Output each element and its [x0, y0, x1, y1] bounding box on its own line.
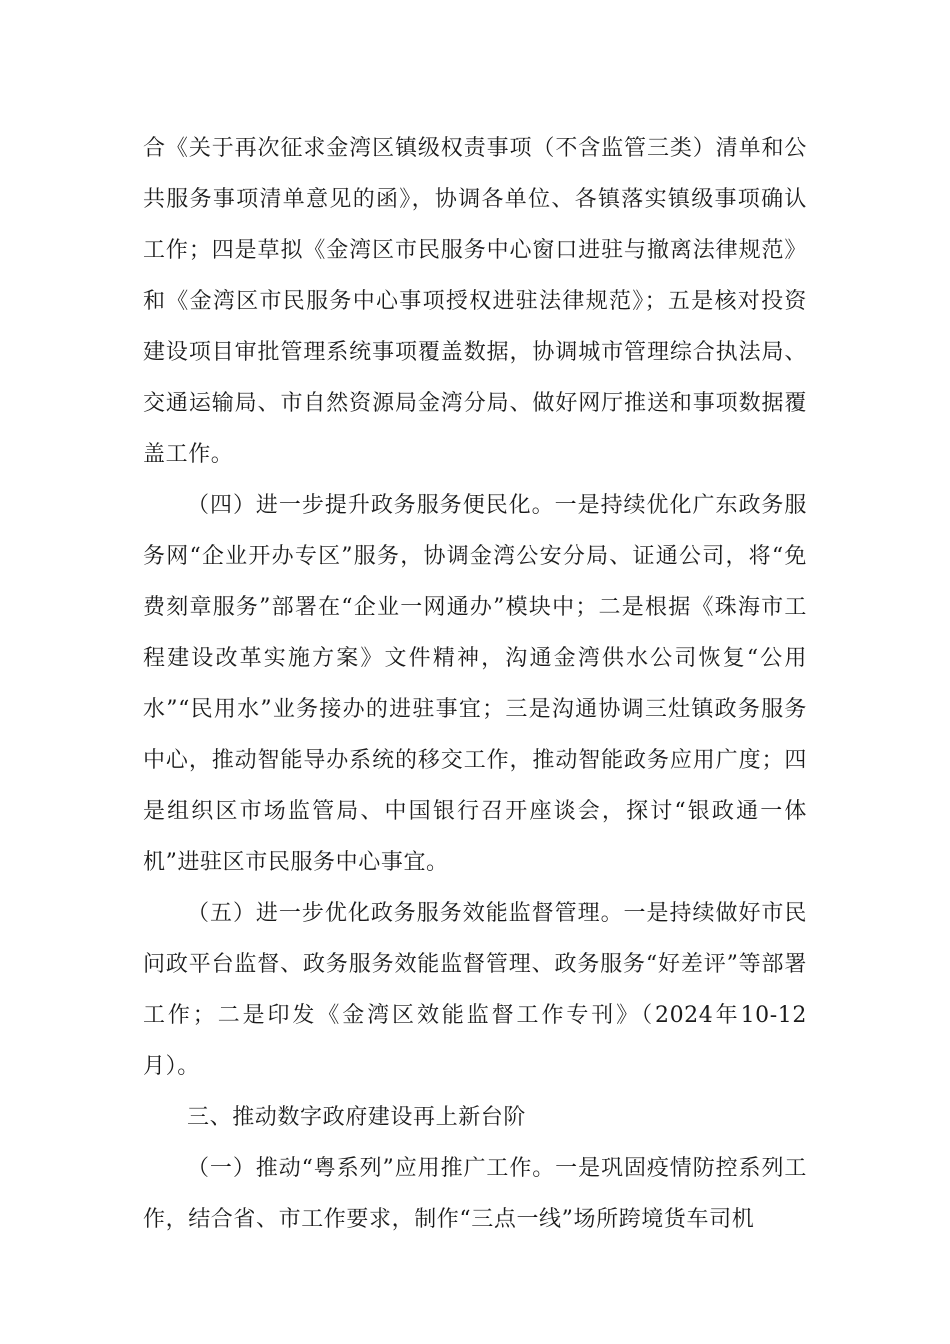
paragraph-5: （一）推动“粤系列”应用推广工作。一是巩固疫情防控系列工作，结合省、市工作要求，制作“三点一线”场所跨境货车司机	[143, 1156, 807, 1232]
paragraph-2: （四）进一步提升政务服务便民化。一是持续优化广东政务服务网“企业开办专区”服务，协调金湾公安分局、证通公司，将“免费刻章服务”部署在“企业一网通办”模块中；二是根据《珠海市工程建设改革实施方案》文件精神，沟通金湾供水公司恢复“公用水”“民用水”业务接办的进驻事宜；三是沟通协调三灶镇政务服务中心，推动智能导办系统的移交工作，推动智能政务应用广度；四是组织区市场监管局、中国银行召开座谈会，探讨“银政通一体机”进驻区市民服务中心事宜。	[143, 493, 807, 875]
section-heading: 三、推动数字政府建设再上新台阶	[187, 1105, 527, 1130]
document-body	[143, 123, 807, 1245]
paragraph-3: （五）进一步优化政务服务效能监督管理。一是持续做好市民问政平台监督、政务服务效能监督管理、政务服务“好差评”等部署工作；二是印发《金湾区效能监督工作专刊》（2024年10-12月）。	[143, 901, 807, 1079]
paragraph-1: 合《关于再次征求金湾区镇级权责事项（不含监管三类）清单和公共服务事项清单意见的函》，协调各单位、各镇落实镇级事项确认工作；四是草拟《金湾区市民服务中心窗口进驻与撤离法律规范》和《金湾区市民服务中心事项授权进驻法律规范》；五是核对投资建设项目审批管理系统事项覆盖数据，协调城市管理综合执法局、交通运输局、市自然资源局金湾分局、做好网厅推送和事项数据覆盖工作。	[143, 136, 807, 467]
